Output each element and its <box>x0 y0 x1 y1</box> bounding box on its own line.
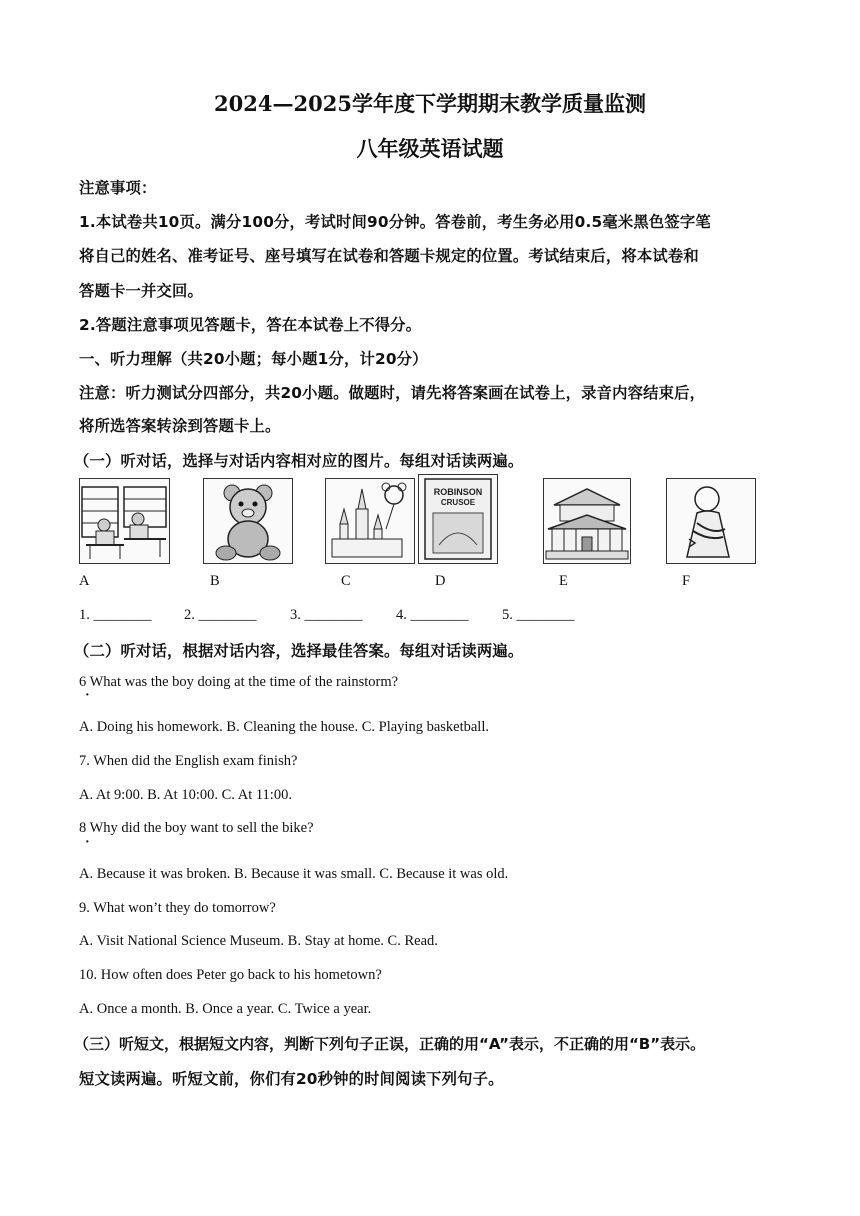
section1-note-line1: 注意：听力测试分四部分，共20小题。做题时，请先将答案画在试卷上，录音内容结束后， <box>79 384 706 402</box>
picture-label-b: B <box>210 573 220 589</box>
library-reading-icon <box>80 479 169 563</box>
notes-heading: 注意事项： <box>79 179 157 197</box>
question-6: 6 What was the boy doing at the time of the rainstorm? <box>79 674 399 690</box>
question-10: 10. How often does Peter go back to his hometown? <box>79 967 382 983</box>
picture-label-e: E <box>559 573 568 589</box>
picture-c <box>325 478 415 564</box>
teddy-bear-icon <box>204 479 292 563</box>
picture-b <box>203 478 293 564</box>
answer-blank-2[interactable]: 2. ________ <box>184 607 257 623</box>
question-7: 7. When did the English exam finish? <box>79 753 298 769</box>
note1-line1: 1.本试卷共10页。满分100分，考试时间90分钟。答卷前，考生务必用0.5毫米黑色签字笔 <box>79 213 711 231</box>
picture-label-c: C <box>341 573 351 589</box>
question-6-options: A. Doing his homework. B. Cleaning the house. C. Playing basketball. <box>79 719 489 735</box>
castle-balloon-icon <box>326 479 414 563</box>
part1-heading: （一）听对话，选择与对话内容相对应的图片。每组对话读两遍。 <box>74 452 524 470</box>
part3-line2: 短文读两遍。听短文前，你们有20秒钟的时间阅读下列句子。 <box>79 1070 504 1088</box>
question-8-dot: · <box>85 835 90 850</box>
svg-text:CRUSOE: CRUSOE <box>440 498 476 507</box>
answer-blank-1[interactable]: 1. ________ <box>79 607 152 623</box>
part2-heading: （二）听对话，根据对话内容，选择最佳答案。每组对话读两遍。 <box>74 642 524 660</box>
note1-line3: 答题卡一并交回。 <box>79 282 203 300</box>
section1-note-line2: 将所选答案转涂到答题卡上。 <box>79 417 281 435</box>
question-9: 9. What won’t they do tomorrow? <box>79 900 276 916</box>
question-10-options: A. Once a month. B. Once a year. C. Twice a year. <box>79 1001 372 1017</box>
question-6-dot: · <box>85 688 90 703</box>
answer-blank-4[interactable]: 4. ________ <box>396 607 469 623</box>
picture-f <box>666 478 756 564</box>
picture-a <box>79 478 170 564</box>
question-9-options: A. Visit National Science Museum. B. Stay at home. C. Read. <box>79 933 438 949</box>
exam-title: 2024—2025学年度下学期期末教学质量监测 <box>214 91 646 116</box>
answer-blank-3[interactable]: 3. ________ <box>290 607 363 623</box>
question-8: 8 Why did the boy want to sell the bike? <box>79 820 314 836</box>
part3-line1: （三）听短文，根据短文内容，判断下列句子正误，正确的用“A”表示，不正确的用“B”表示。 <box>74 1035 706 1053</box>
picture-label-a: A <box>79 573 90 589</box>
note2: 2.答题注意事项见答题卡，答在本试卷上不得分。 <box>79 316 422 334</box>
picture-d <box>418 474 498 564</box>
picture-e <box>543 478 631 564</box>
picture-label-f: F <box>682 573 691 589</box>
svg-text:ROBINSON: ROBINSON <box>433 487 483 497</box>
question-7-options: A. At 9:00. B. At 10:00. C. At 11:00. <box>79 787 292 803</box>
note1-line2: 将自己的姓名、准考证号、座号填写在试卷和答题卡规定的位置。考试结束后，将本试卷和 <box>79 247 699 265</box>
question-8-options: A. Because it was broken. B. Because it was small. C. Because it was old. <box>79 866 509 882</box>
palace-building-icon <box>544 479 630 563</box>
answer-blank-5[interactable]: 5. ________ <box>502 607 575 623</box>
robinson-crusoe-book-icon <box>419 475 497 563</box>
exam-subtitle: 八年级英语试题 <box>356 137 504 161</box>
section1-heading: 一、听力理解（共20小题；每小题1分，计20分） <box>79 350 428 368</box>
picture-label-d: D <box>435 573 446 589</box>
stomachache-person-icon <box>667 479 755 563</box>
